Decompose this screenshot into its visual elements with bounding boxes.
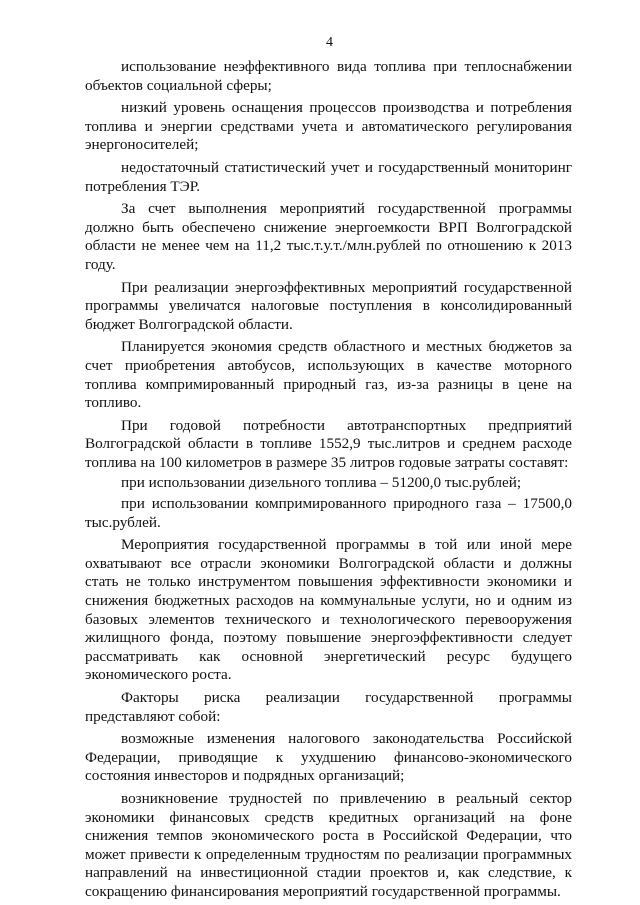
paragraph-annual-fuel-demand: При годовой потребности автотранспортных предприятий Волгоградской области в топливе 1552,9 тыс.литров и среднем расходе топлива на 100 километров в размере 35 литров годовые затраты составят: [85, 416, 572, 471]
paragraph-diesel-cost: при использовании дизельного топлива – 51200,0 тыс.рублей; [121, 474, 522, 492]
paragraph-financing-difficulties: возникновение трудностей по привлечению в реальный сектор экономики финансовых средств кредитных организаций на фоне снижения темпов экономического роста в Российской Федерации, что может привести к определенным трудностям по реализации программных направлений на инвестиционной стадии проектов и, как следствие, к сокращению финансирования мероприятий государственной программы. [85, 789, 572, 900]
paragraph-program-scope: Мероприятия государственной программы в той или иной мере охватывают все отрасли экономики Волгоградской области и должны стать не только инструментом повышения эффективности экономики и снижения бюджетных расходов на коммунальные услуги, но и одним из базовых элементов технического и технологического перевооружения жилищного фонда, поэтому повышение энергоэффективности следует рассматривать как основной энергетический ресурс будущего экономического роста. [85, 536, 572, 684]
paragraph-energy-intensity: За счет выполнения мероприятий государственной программы должно быть обеспечено снижение энергоемкости ВРП Волгоградской области не менее чем на 11,2 тыс.т.у.т./млн.рублей по отношению к 2013 году. [85, 200, 572, 273]
paragraph-tax-law-changes: возможные изменения налогового законодательства Российской Федерации, приводящие к ухудшению финансово-экономического состояния инвесторов и подрядных организаций; [85, 730, 572, 785]
paragraph-tax-revenue: При реализации энергоэффективных мероприятий государственной программы увеличатся налоговые поступления в консолидированный бюджет Волгоградской области. [85, 278, 572, 333]
paragraph-low-metering: низкий уровень оснащения процессов производства и потребления топлива и энергии средствами учета и автоматического регулирования энергоносителей; [85, 99, 572, 154]
paragraph-gas-cost: при использовании компримированного природного газа – 17500,0 тыс.рублей. [85, 495, 572, 531]
page-number: 4 [326, 35, 333, 50]
paragraph-inefficient-fuel: использование неэффективного вида топлива при теплоснабжении объектов социальной сферы; [85, 58, 572, 94]
paragraph-insufficient-monitoring: недостаточный статистический учет и государственный мониторинг потребления ТЭР. [85, 158, 572, 195]
paragraph-bus-savings: Планируется экономия средств областного и местных бюджетов за счет приобретения автобусов, использующих в качестве моторного топлива компримированный природный газ, из-за разницы в цене на топливо. [85, 338, 572, 412]
paragraph-risk-factors: Факторы риска реализации государственной программы представляют собой: [85, 689, 572, 725]
